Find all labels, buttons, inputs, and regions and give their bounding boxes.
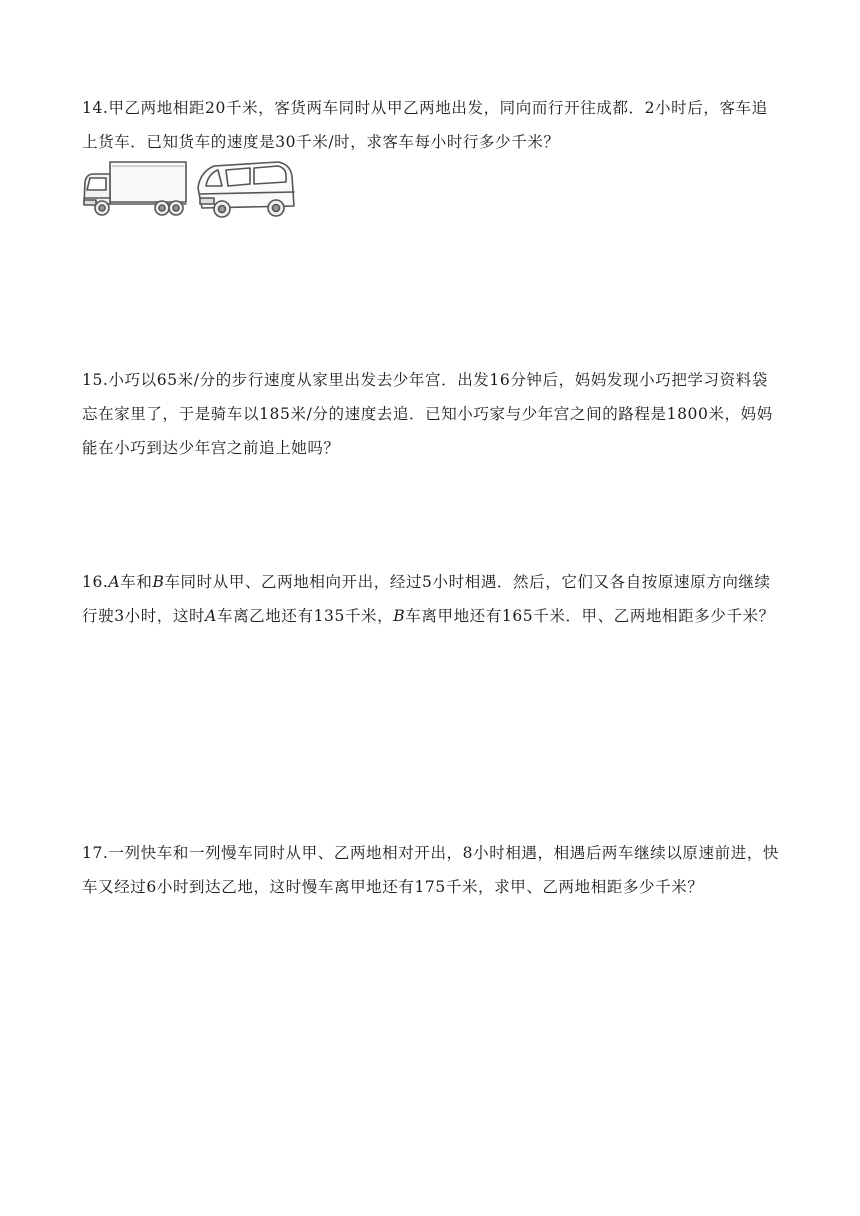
problem-16-segment: 车和 xyxy=(120,573,153,591)
problem-16 xyxy=(82,565,782,633)
problem-16-number: 16. xyxy=(82,573,109,591)
vehicles-illustration xyxy=(82,158,297,222)
problem-15-number: 15. xyxy=(82,371,109,389)
problem-15 xyxy=(82,363,782,465)
vehicle-b-label: B xyxy=(152,573,165,591)
problem-15-text xyxy=(82,363,782,465)
truck-icon xyxy=(84,162,186,215)
problem-17 xyxy=(82,836,782,904)
vehicles-svg xyxy=(82,158,297,222)
problem-14-text xyxy=(82,91,782,159)
problem-14-number: 14. xyxy=(82,99,109,117)
problem-17-body: 一列快车和一列慢车同时从甲、乙两地相对开出，8小时相遇，相遇后两车继续以原速前进，快车又经过6小时到达乙地，这时慢车离甲地还有175千米，求甲、乙两地相距多少千米？ xyxy=(82,844,780,896)
vehicle-a-label: A xyxy=(108,573,121,591)
problem-14-body: 甲乙两地相距20千米，客货两车同时从甲乙两地出发，同向而行开往成都．2小时后，客车追上货车．已知货车的速度是30千米/时，求客车每小时行多少千米？ xyxy=(82,99,768,151)
problem-17-number: 17. xyxy=(82,844,109,862)
problem-14 xyxy=(82,91,782,159)
van-icon xyxy=(198,162,294,217)
problem-16-segment: 车离甲地还有165千米．甲、乙两地相距多少千米？ xyxy=(405,607,775,625)
problem-16-segment: 车同时从甲、乙两地相向开出，经过5小时相遇．然后，它们又各自按原速原方向继续行驶3小时，这时 xyxy=(82,573,771,625)
problem-15-body: 小巧以65米/分的步行速度从家里出发去少年宫．出发16分钟后，妈妈发现小巧把学习资料袋忘在家里了，于是骑车以185米/分的速度去追．已知小巧家与少年宫之间的路程是1800米，妈妈能在小巧到达少年宫之前追上她吗？ xyxy=(82,371,773,457)
problem-16-segment: 车离乙地还有135千米， xyxy=(216,607,394,625)
vehicle-b-label: B xyxy=(393,607,406,625)
vehicle-a-label: A xyxy=(205,607,217,625)
problem-16-text xyxy=(82,565,782,633)
problem-17-text xyxy=(82,836,782,904)
